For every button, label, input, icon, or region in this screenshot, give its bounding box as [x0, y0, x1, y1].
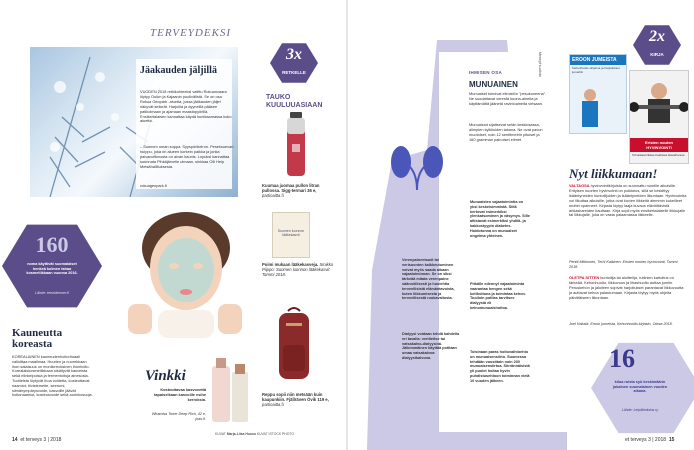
stat-160-number: 160: [35, 232, 69, 257]
beauty-title: Kauneutta koreasta: [12, 327, 63, 350]
stat-16-number: 16: [609, 344, 635, 373]
exercise-title: Nyt liikkumaan!: [569, 166, 658, 181]
badge-3x-label: RETKELLE: [282, 70, 306, 75]
left-footer: 14 et terveys 3 | 2018: [12, 437, 62, 443]
tip-1-text: Kuumaa juomaa pullon litran pullossa. Sigg-termari 36 e, partioaitta.fi: [262, 183, 320, 199]
immunity-body-2: Munuaisiot sijaitsevat selän keskiosassa, alimpien kylkiluiden takana. Ne ovat pavun muotoiset, noin 12 senttimetrin pituiset ja 160 gramman painoiset elimet.: [469, 122, 543, 142]
body-fact-4: Dialyysi voidaan tehdä kahdella eri tavalla: veritieitse tai vatsakalvo-dialyysinä. Jälkimmäinen käyttää potilaan omaa vatsakalvoa dialyysikalvona.: [402, 332, 460, 360]
frost-body-1: VUODEN 2018 retkikohteeksi valittu Rokuanvaara löytyy Oulun ja Kajaanin puolivälistä. Se on osa Rokua Geopark -aluetta, jossa jääkauden jäljet näkyvät selkeät. Harjuilla ja dyyneillä pääsee patikoimaan ja ajamaan maastopyörillä. Ensikertalaisen kannattaa käydä kurkkaamassa koko aluetta.: [140, 89, 232, 124]
stat-16-text: kiloa ruista syö keskimäärin jokainen suomalainen vuoden aikana.: [612, 380, 668, 394]
badge-2x-num: 2x: [649, 28, 665, 45]
vinkki-credit: Whamisa Toner Deep Rich, 42 e, joas.fi.: [151, 412, 206, 422]
tips-title: TAUKO KUULUUASIAAN: [266, 94, 323, 109]
badge-3x-num: 3x: [286, 46, 302, 63]
vinkki-title: Vinkki: [145, 368, 186, 384]
exercise-paragraph-2: OLETPA SITTEN kuntoilija tai aloittelija, rutiinien kartoitus on tärkeää. Kehonhuolto, liikkuvuus ja lihashuolto auttaa jumiin. Peruskehon ja jaloileen sopivat harjoitukset parantavat liikkuvuutta ja auttavat kehoa palautumaan. Kirjasta löytyy myös ohjeita päivittäiseen liikuntaan.: [569, 275, 684, 300]
frost-title: Jäakauden jäljillä: [140, 65, 217, 76]
body-fact-2: Verenpaineetaudi tai verisuonten kalkkeutuminen voivat myös saada aikaan vajaatoiminnan. Se on siksi tärkeää mitata verenpaine säännöllisesti ja huolehtia terveellisistä elämäntavoista, kuten liikkumisesta ja terveellisestä ruokavaliosta.: [402, 258, 455, 301]
tip-2-text: Poimi mukaan lääkekasveja. Sinikka Piippo: Suomen luonnon lääkekasvit Tammi 2018.: [262, 262, 334, 278]
photo-credits: KUVAT Marja-Liisa Huuso KUVAT ISTOCK PHOTO: [215, 432, 295, 436]
exercise-credit-2: Joel Hakala: Eroon jumeista, Kehonhuolto-kirjasto, Otava 2018.: [569, 322, 673, 326]
kidneys-illustration: [387, 142, 447, 192]
side-label: Mennyt suolisto: [538, 52, 542, 77]
stat-16-source: Lähde: Leipätiedotus ry: [621, 408, 659, 412]
right-page: [347, 0, 694, 450]
thermos-image: [282, 110, 310, 178]
stat-160-source: Lähde: teholdenner.fi: [35, 291, 69, 295]
vinkki-text: Kosteuttavaa kasvovettä tapaiselkaan kasvoille esihe kerroksia.: [154, 387, 206, 402]
body-fact-5: Toisinaan paras hoitovaihtoehto on munuaisensiirto. Suomessa tehdään vuosittain noin 200 munuaisensiirtoa. Siirrännäisistä yli puolet hoitaa hyvin puhdistusehtoon toiminnan vielä 10 vuoden jälkeen.: [470, 350, 530, 383]
immunity-kicker: IHMISEN OSA: [469, 70, 503, 75]
exercise-paragraph-1: VALTAOSA hyvinvointikirjoista on suunnattu nuorille aikuisille. Erityisen nuorten hyvinvointi on poikkeus, sillä se keskittyy ikääntyneiden kuntoilijoiden ja ikääntyneiden liikuntaan. Hyvinvointia voi liikuttaa aikuisille, jotka ovat kovien liikkeitä aiemmin kokeilleet muttei opanneet. Kirjasta löytyy laaja kuvaus elävöittävistä arkiaskareiden kauttaan. Kirja sopii myös ensikertalaiselle liikkujalle tai liikkujalle, joka on vasta palaamassa liikkeelle.: [569, 183, 687, 218]
badge-2x-label: KIRJA: [650, 52, 664, 57]
toner-bottles-image: [208, 352, 252, 424]
book-cover-eroon-jumeista: EROON JUMEISTA Kehonhuolto-ohjelma ja harjoitukset jumeihin: [569, 54, 627, 134]
exercise-credit-1: Pentti Mikkonen, Terhi Kalkinen: Eristen nouten hyvinvointi, Tammi 2018.: [569, 260, 678, 270]
herb-book-cover: Suomen luonnon lääkekasvit: [272, 212, 310, 258]
backpack-image: [274, 305, 314, 383]
stat-160-text: noma käyttivät suomalaiset henkeä kolmen tahaa kosmetiikkaan vuonna 2016.: [26, 262, 78, 276]
section-header: TERVEYDEKSI: [150, 27, 232, 39]
frost-link: rokuageopark.fi: [140, 183, 167, 188]
body-fact-1: Munuaisten vajaatoimintia on yksi keskeisimmistä. Siitä kertovat esimerkiksi ylenkatsominen ja väsymys. Sille altistavat esimerkiksi yhdiiä- ja kakkostyypin diabetes. Hoidotonna on munuaiset ongelma yhteinen.: [470, 200, 530, 238]
tip-3-text: Reppu sopii niin metsään kuin kaupunkiin. Fjällräven Övik 119 e, partioaitta.fi: [262, 392, 329, 408]
immunity-title: MUNUAINEN: [469, 80, 518, 89]
beauty-body: KOREALAINEN kauneudenhoitorituaali valloittaa maailmaa. Huurien ja nuorekkaan ihon salaisuus on monikerroksinen ihonhoito. Korealaiskosmetiikkaan sisältyvät kasveista sekä elinkelpoisia ja fermentoituja ainesosia. Tuotteista löytyvät ihoa voidetta, kosteuttavat naamiot, tiivistemeite, seerumi, silmänympärysvoide, kasvoille jäävät hoitonaamiot, kosteusvoide sekä aurinkosuoja.: [12, 354, 93, 398]
korean-face-illustration: [118, 208, 253, 338]
right-footer: et terveys 3 | 2018 15: [625, 437, 675, 443]
immunity-body: Munuaiset toimivat elimistön "pesukoneena". Ne suodattavat verestä kuona-aineita ja käyttämättä jäänetä ravintoaineita virtsaan.: [469, 91, 547, 106]
book-cover-hyvinvointi: Eristen nouten HYVINVOINTI Tehokkaat liikkeet kaikissa ikävaiheissa: [629, 70, 689, 164]
body-fact-3: Pitkälle edennyt vajaatoiminta vaarantaa hengen sekä kotihoitona ja toimintaa kehon. Tuolloin potilas tarvitsee dialyysiä eli keinomunuaishoitoa.: [470, 282, 526, 310]
frost-body-2: – Suomen oman suppa. Syyspörikeiron. Peseksuevan huippu, joka on alueen korkein paikka ja jonka palvanottonosta on aivan kaunis. Lopuksi kannattaa suunnata Pihkäjärvelle uimaan, sinkkaa Olli Help Metsähallituksesta.: [140, 144, 234, 169]
